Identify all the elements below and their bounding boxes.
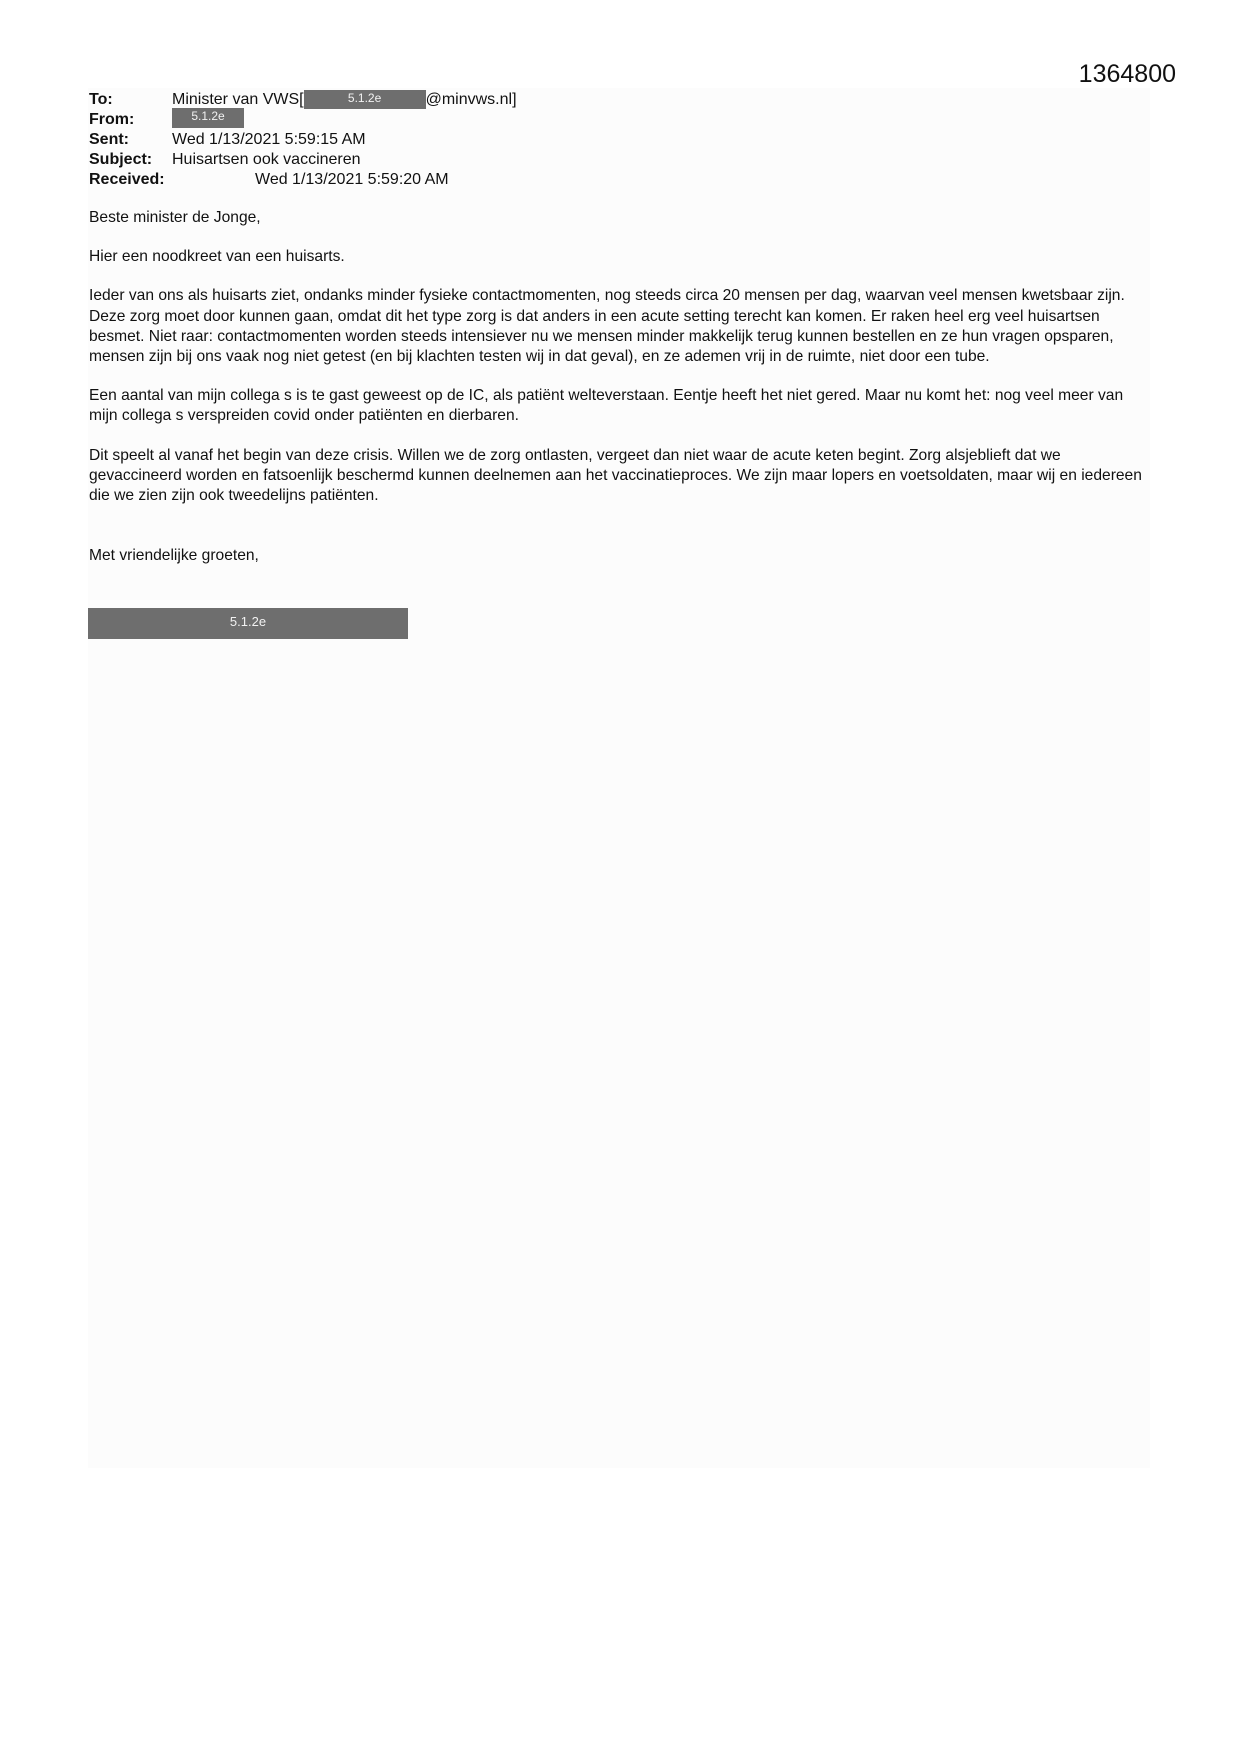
redaction-box: 5.1.2e	[172, 108, 244, 128]
received-label: Received:	[89, 171, 165, 188]
redaction-box: 5.1.2e	[304, 90, 426, 109]
email-body	[89, 208, 1149, 585]
from-label: From:	[89, 111, 135, 128]
paragraph-patients: Ieder van ons als huisarts ziet, ondanks minder fysieke contactmomenten, nog steeds circa 20 mensen per dag, waarvan veel mensen kwetsbaar zijn. Deze zorg moet door kunnen gaan, omdat dit het type zorg is dat anders in een acute setting terecht kan komen. Er raken heel erg veel huisartsen besmet. Niet raar: contactmomenten worden steeds intensiever nu we mensen minder makkelijk terug kunnen bestellen en ze hun vragen opsparen, mensen zijn bij ons vaak nog niet getest (en bij klachten testen wij in dat geval), en ze ademen vrij in de ruimte, niet door een tube.	[89, 287, 1125, 366]
to-prefix: Minister van VWS[	[172, 91, 304, 108]
greeting: Beste minister de Jonge,	[89, 209, 261, 226]
to-label: To:	[89, 91, 113, 108]
sent-value: Wed 1/13/2021 5:59:15 AM	[172, 131, 366, 148]
from-value	[172, 110, 244, 130]
received-value: Wed 1/13/2021 5:59:20 AM	[255, 171, 449, 188]
paragraph-colleagues: Een aantal van mijn collega s is te gast geweest op de IC, als patiënt welteverstaan. Eentje heeft het niet gered. Maar nu komt het: nog veel meer van mijn collega s verspreiden covid onder patiënten en dierbaren.	[89, 387, 1124, 425]
subject-value: Huisartsen ook vaccineren	[172, 151, 361, 168]
signature-redaction: 5.1.2e	[88, 608, 408, 639]
to-suffix: @minvws.nl]	[425, 91, 517, 108]
to-value	[172, 90, 517, 110]
document-number: 1364800	[1078, 60, 1176, 88]
paragraph-request: Dit speelt al vanaf het begin van deze crisis. Willen we de zorg ontlasten, vergeet dan niet waar de acute keten begint. Zorg alsjeblieft dat we gevaccineerd worden en fatsoenlijk beschermd kunnen deelnemen aan het vaccinatieproces. We zijn maar lopers en voetsoldaten, maar wij en iedereen die we zien zijn ook tweedelijns patiënten.	[89, 446, 1142, 505]
subject-label: Subject:	[89, 151, 153, 168]
closing: Met vriendelijke groeten,	[89, 547, 259, 565]
sent-label: Sent:	[89, 131, 129, 148]
paragraph-intro: Hier een noodkreet van een huisarts.	[89, 248, 345, 266]
